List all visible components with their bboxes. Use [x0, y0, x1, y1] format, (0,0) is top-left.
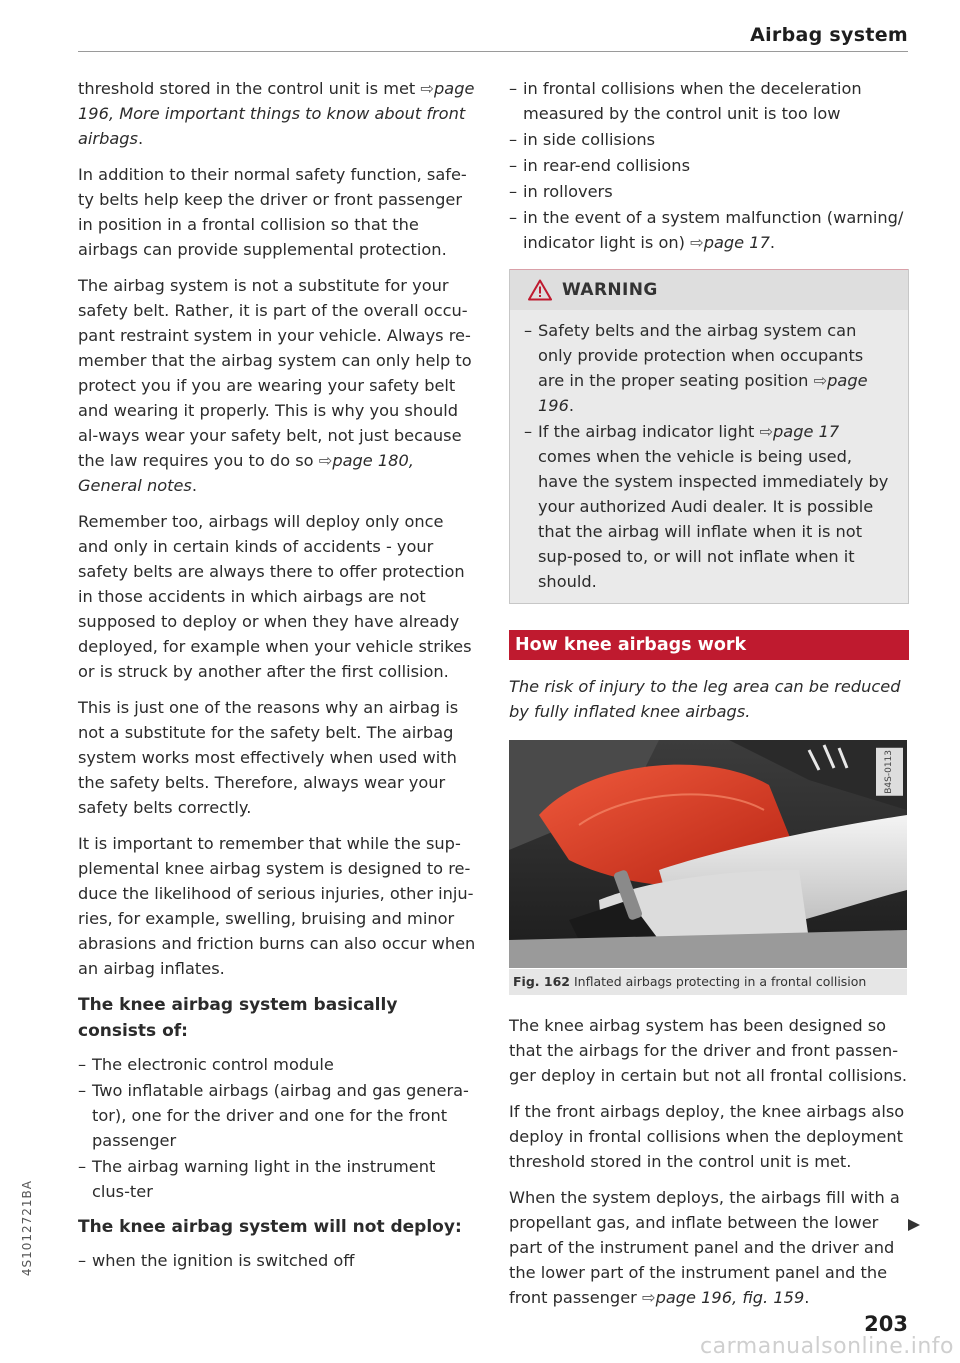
paragraph-designed: The knee airbag system has been designed so that the airbags for the driver and front passen-ger deploy in certain but not all frontal collisions.: [509, 1016, 908, 1085]
warning-title: WARNING: [562, 279, 658, 300]
list-item: – If the airbag indicator light ⇨page 17 comes when the vehicle is being used, have the system inspected immediately by your authorized Audi dealer. It is possible that the airbag will inflate when it is not sup-posed to, or will not inflate when it should.: [524, 419, 894, 594]
not-deploy-list-start: [78, 1248, 478, 1273]
ref-arrow-icon: ⇨: [759, 422, 774, 441]
paragraph-not-substitute: The airbag system is not a substitute for your safety belt. Rather, it is part of the overall occu-pant restraint system in your vehicle. Always re-member that the airbag system can only help to protect you if you are wearing your safety belt and wearing it properly. This is why you should al-ways wear your safety belt, not just because the law requires you to do so ⇨page 180, General notes.: [78, 276, 472, 495]
warning-header: [510, 269, 908, 310]
page-ref-link[interactable]: page 196, More important things to know about front airbags: [78, 79, 475, 148]
warning-list: [510, 310, 908, 603]
ref-arrow-icon: ⇨: [813, 371, 828, 390]
ref-arrow-icon: ⇨: [641, 1288, 656, 1307]
paragraph-injuries: It is important to remember that while the sup-plemental knee airbag system is designed to re-duce the likelihood of serious injuries, other inju-ries, for example, swelling, bruising and minor abrasions and friction burns can also occur when an airbag inflates.: [78, 834, 476, 978]
warning-box: [509, 269, 909, 604]
paragraph-safety-belts: In addition to their normal safety function, safe-ty belts help keep the driver or front passenger in position in a frontal collision so that the airbags can provide supplemental protection.: [78, 165, 467, 259]
list-item: – in frontal collisions when the deceleration measured by the control unit is too low: [509, 76, 909, 126]
left-column: [78, 76, 478, 1283]
page-number: 203: [864, 1312, 908, 1336]
paragraph-front-deploy: If the front airbags deploy, the knee airbags also deploy in frontal collisions when the deployment threshold stored in the control unit is met.: [509, 1102, 905, 1171]
document-code: 4S1012721BA: [20, 1180, 34, 1277]
list-item: – The airbag warning light in the instrument clus-ter: [78, 1154, 478, 1204]
page-ref-link[interactable]: page 196, fig. 159: [655, 1288, 805, 1307]
section-title-bar: How knee airbags work: [509, 630, 909, 660]
warning-triangle-icon: [528, 279, 552, 301]
figure-code: B4S-0113: [876, 748, 903, 796]
continue-arrow-icon: [906, 1218, 922, 1232]
heading-not-deploy: The knee airbag system will not deploy:: [78, 1217, 462, 1237]
paragraph-system-deploys: When the system deploys, the airbags fill with a propellant gas, and inflate between the lower part of the instrument panel and the driver and the lower part of the instrument panel and the front passenger ⇨page 196, fig. 159.: [509, 1188, 900, 1307]
section-intro: The risk of injury to the leg area can be reduced by fully inflated knee airbags.: [509, 677, 901, 721]
paragraph-threshold: threshold stored in the control unit is met ⇨page 196, More important things to know about front airbags.: [78, 79, 475, 148]
page-header-title: Airbag system: [750, 24, 908, 46]
ref-arrow-icon: ⇨: [420, 79, 434, 98]
list-item: – in the event of a system malfunction (warning/ indicator light is on) ⇨page 17.: [509, 205, 909, 255]
paragraph-reasons: This is just one of the reasons why an airbag is not a substitute for the safety belt. The airbag system works most effectively when used with the safety belts. Therefore, always wear your safety belts correctly.: [78, 698, 459, 817]
heading-consists: The knee airbag system basically consists of:: [78, 995, 398, 1041]
list-item: – when the ignition is switched off: [78, 1248, 478, 1273]
list-item: – in side collisions: [509, 127, 909, 152]
ref-arrow-icon: ⇨: [318, 451, 333, 470]
page-ref-link[interactable]: page 17: [703, 233, 770, 252]
ref-arrow-icon: ⇨: [690, 233, 704, 252]
knee-airbag-illustration: [509, 740, 907, 968]
list-item: – Two inflatable airbags (airbag and gas genera-tor), one for the driver and one for the front passenger: [78, 1078, 478, 1153]
not-deploy-list-cont: [509, 76, 909, 255]
page-ref-link[interactable]: page 196: [538, 371, 868, 415]
header-rule: [78, 51, 908, 52]
page-ref-link[interactable]: page 180, General notes: [78, 451, 414, 495]
list-item: – in rollovers: [509, 179, 909, 204]
figure-label: Fig. 162: [513, 974, 570, 989]
page-ref-link[interactable]: page 17: [773, 422, 840, 441]
paragraph-deploy-once: Remember too, airbags will deploy only once and only in certain kinds of accidents - your safety belts are always there to offer protection in those accidents in which airbags are not supposed to deploy or when they have already deployed, for example when your vehicle strikes or is struck by another after the first collision.: [78, 512, 472, 681]
list-item: – in rear-end collisions: [509, 153, 909, 178]
list-item: – The electronic control module: [78, 1052, 478, 1077]
figure-knee-airbag: [509, 740, 907, 968]
consists-list: [78, 1052, 478, 1204]
figure-caption: Fig. 162 Inflated airbags protecting in a frontal collision: [509, 969, 907, 995]
right-column: [509, 76, 909, 1321]
list-item: – Safety belts and the airbag system can only provide protection when occupants are in the proper seating position ⇨page 196.: [524, 318, 894, 418]
watermark: carmanualsonline.info: [700, 1334, 954, 1359]
